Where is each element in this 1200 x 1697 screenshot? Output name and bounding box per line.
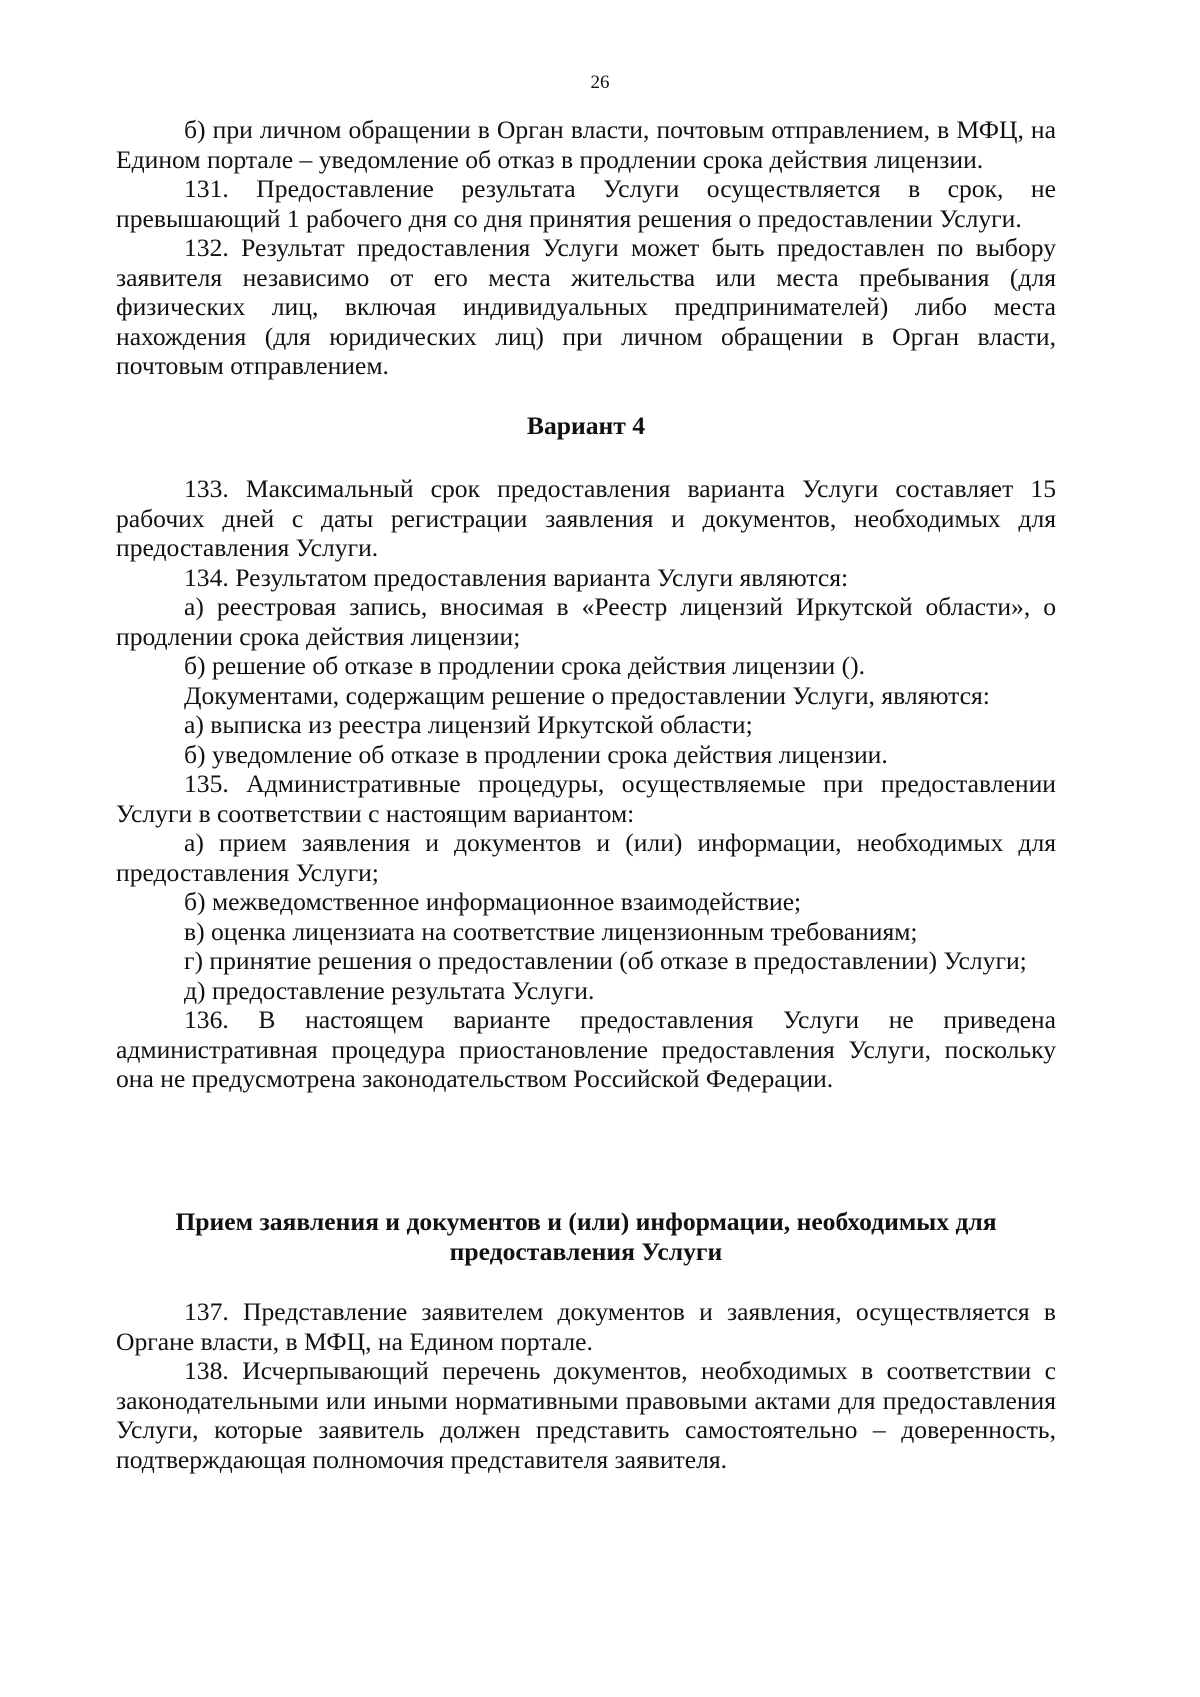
variant-heading-text: Вариант 4 [526,411,646,440]
list-item-docs-a: а) выписка из реестра лицензий Иркутской области; [184,710,753,739]
paragraph-131: 131. Предоставление результата Услуги осуществляется в срок, не превышающий 1 рабочего дня со дня принятия решения о предоставлении Услуги. [116,174,1056,233]
section-heading [116,1207,1056,1266]
paragraph-135v: в) оценка лицензиата на соответствие лицензионным требованиям; [184,916,918,946]
paragraph-135: 135. Административные процедуры, осуществляемые при предоставлении Услуги в соответствии с настоящим вариантом: [116,769,1056,828]
paragraph-135d: д) предоставление результата Услуги. [184,975,595,1005]
paragraph-135a: а) прием заявления и документов и (или) информации, необходимых для предоставления Услуги; [116,828,1056,887]
paragraph-136: 136. В настоящем варианте предоставления Услуги не приведена административная процедура приостановление предоставления Услуги, поскольку она не предусмотрена законодательством Российской Федерации. [116,1005,1056,1093]
paragraph-132: 132. Результат предоставления Услуги может быть предоставлен по выбору заявителя независимо от его места жительства или места пребывания (для физических лиц, включая индивидуальных предпринимателей) либо места нахождения (для юридических лиц) при личном обращении в Орган власти, почтовым отправлением. [116,233,1056,380]
paragraph-135g: г) принятие решения о предоставлении (об отказе в предоставлении) Услуги; [184,946,1027,975]
paragraph-137: 137. Представление заявителем документов и заявления, осуществляется в Органе власти, в МФЦ, на Едином портале. [116,1297,1056,1356]
section-heading-line1: Прием заявления и документов и (или) информации, необходимых для [175,1207,997,1236]
paragraph-134a: а) реестровая запись, вносимая в «Реестр лицензий Иркутской области», о продлении срока действия лицензии; [116,592,1056,651]
variant-heading [116,411,1056,441]
paragraph-135b: б) межведомственное информационное взаимодействие; [184,887,802,916]
paragraph-133: 133. Максимальный срок предоставления варианта Услуги составляет 15 рабочих дней с даты регистрации заявления и документов, необходимых для предоставления Услуги. [116,474,1056,562]
paragraph-documents: Документами, содержащим решение о предоставлении Услуги, являются: [184,680,990,710]
paragraph-134: 134. Результатом предоставления варианта Услуги являются: [184,562,849,592]
paragraph-134b: б) решение об отказе в продлении срока действия лицензии (). [184,651,866,680]
paragraph-138: 138. Исчерпывающий перечень документов, необходимых в соответствии с законодательными или иными нормативными правовыми актами для предоставления Услуги, которые заявитель должен представить самостоятельно – доверенность, подтверждающая полномочия представителя заявителя. [116,1356,1056,1474]
paragraph-130b: б) при личном обращении в Орган власти, почтовым отправлением, в МФЦ, на Едином портале – уведомление об отказ в продлении срока действия лицензии. [116,115,1056,174]
page-number: 26 [590,72,610,93]
list-item-docs-b: б) уведомление об отказе в продлении срока действия лицензии. [184,739,888,769]
intro-block [116,115,1056,381]
variant-block [116,474,1056,1094]
section-heading-line2: предоставления Услуги [449,1236,723,1266]
section-block [116,1297,1056,1474]
